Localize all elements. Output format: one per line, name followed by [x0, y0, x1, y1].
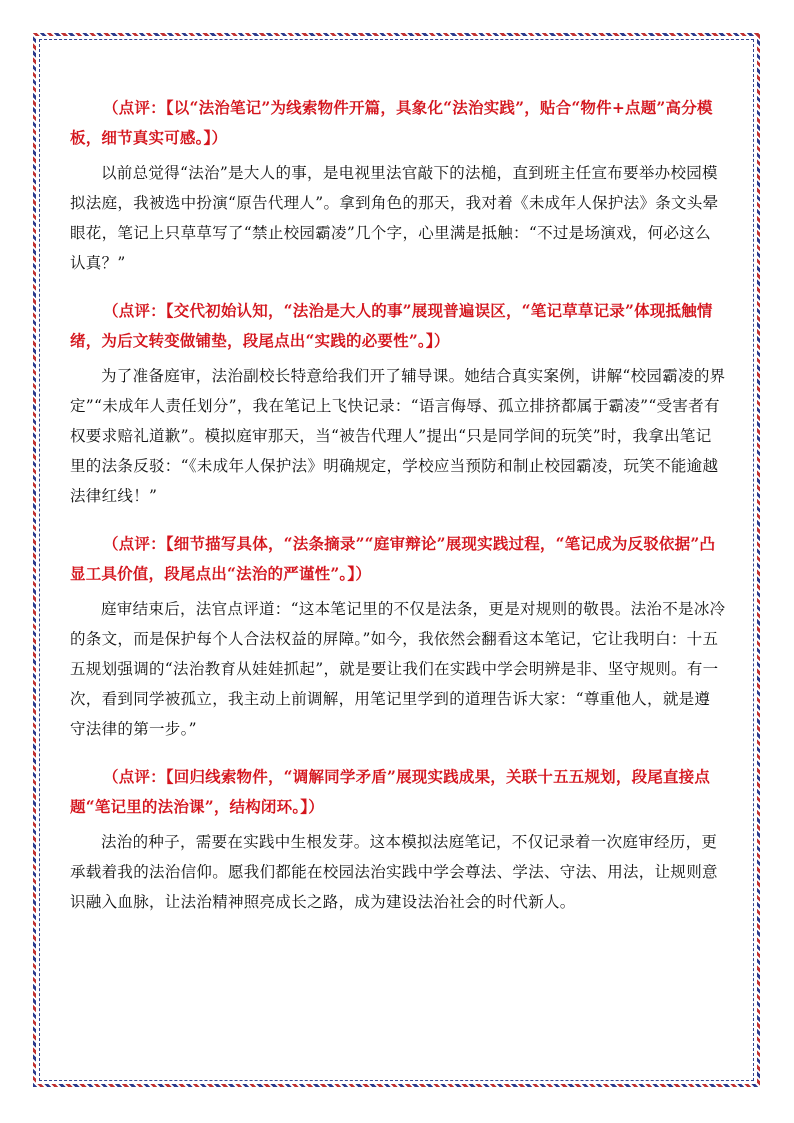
review-comment-1: （点评：【以“法治笔记”为线索物件开篇，具象化“法治实践”，贴合“物件+点题”高分模板，细节真实可感。】） [70, 98, 713, 147]
essay-paragraph-2: 为了准备庭审，法治副校长特意给我们开了辅导课。她结合真实案例，讲解“校园霸凌的界定”“未成年人责任划分”，我在笔记上飞快记录：“语言侮辱、孤立排挤都属于霸凌”“受害者有权要求赔礼道歉”。模拟庭审那天，当“被告代理人”提出“只是同学间的玩笑”时，我拿出笔记里的法条反驳：“《未成年人保护法》明确规定，学校应当预防和制止校园霸凌，玩笑不能逾越法律红线！” [70, 367, 726, 505]
essay-paragraph-3: 庭审结束后，法官点评道：“这本笔记里的不仅是法条，更是对规则的敬畏。法治不是冰冷的条文，而是保护每个人合法权益的屏障。”如今，我依然会翻看这本笔记，它让我明白：十五五规划强调的“法治教育从娃娃抓起”，就是要让我们在实践中学会明辨是非、坚守规则。有一次，看到同学被孤立，我主动上前调解，用笔记里学到的道理告诉大家：“尊重他人，就是遵守法律的第一步。” [70, 600, 726, 738]
essay-paragraph-1: 以前总觉得“法治”是大人的事，是电视里法官敲下的法槌，直到班主任宣布要举办校园模拟法庭，我被选中扮演“原告代理人”。拿到角色的那天，我对着《未成年人保护法》条文头晕眼花，笔记上只草草写了“禁止校园霸凌”几个字，心里满是抵触：“不过是场演戏，何必这么认真？” [70, 164, 719, 272]
review-comment-4: （点评：【回归线索物件，“调解同学矛盾”展现实践成果，关联十五五规划，段尾直接点题“笔记里的法治课”，结构闭环。】） [70, 767, 711, 816]
review-comment-3: （点评：【细节描写具体，“法条摘录”“庭审辩论”展现实践过程，“笔记成为反驳依据”凸显工具价值，段尾点出“法治的严谨性”。】） [70, 534, 716, 583]
document-body [70, 93, 726, 917]
review-comment-2: （点评：【交代初始认知，“法治是大人的事”展现普遍误区，“笔记草草记录”体现抵触情绪，为后文转变做铺垫，段尾点出“实践的必要性”。】） [70, 301, 713, 350]
essay-paragraph-4: 法治的种子，需要在实践中生根发芽。这本模拟法庭笔记，不仅记录着一次庭审经历，更承载着我的法治信仰。愿我们都能在校园法治实践中学会尊法、学法、守法、用法，让规则意识融入血脉，让法治精神照亮成长之路，成为建设法治社会的时代新人。 [70, 833, 718, 911]
